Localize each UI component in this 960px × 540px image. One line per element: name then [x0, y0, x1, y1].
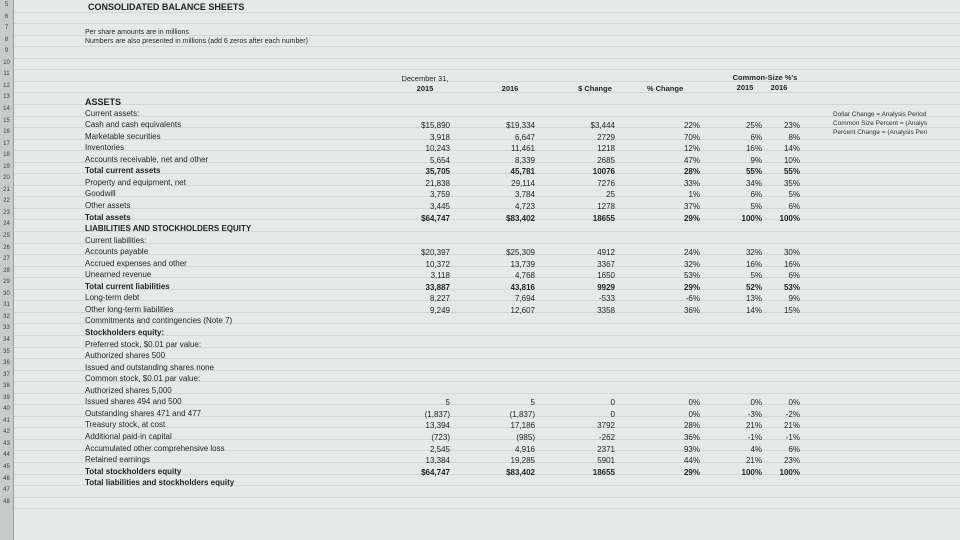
cell-cs16[interactable]: 100% — [779, 213, 800, 223]
cell-v16[interactable]: (985) — [516, 432, 535, 442]
cell-chg[interactable]: 1650 — [597, 271, 615, 281]
cell-v15[interactable]: 13,384 — [425, 456, 450, 466]
row-number[interactable]: 46 — [3, 475, 10, 482]
cell-cs16[interactable]: 6% — [788, 444, 800, 454]
row-label[interactable]: ASSETS — [85, 97, 122, 107]
row-label[interactable]: Accumulated other comprehensive loss — [85, 443, 225, 453]
cell-chg[interactable]: 2685 — [597, 155, 615, 165]
cell-chg[interactable]: 0 — [610, 409, 615, 419]
row-number[interactable]: 10 — [3, 59, 10, 66]
cell-chg[interactable]: 1218 — [597, 144, 615, 154]
cell-v15[interactable]: $64,747 — [421, 467, 450, 477]
cell-v15[interactable]: 3,445 — [429, 201, 450, 211]
cell-v16[interactable]: 7,694 — [514, 294, 535, 304]
cell-cs15[interactable]: 6% — [750, 132, 762, 142]
cell-pct[interactable]: 1% — [688, 190, 700, 200]
row-label[interactable]: Issued shares 494 and 500 — [85, 397, 182, 407]
cell-pct[interactable]: 53% — [683, 271, 700, 281]
cell-v15[interactable]: $20,397 — [421, 248, 450, 258]
row-gridline — [14, 497, 960, 498]
cell-chg[interactable]: 1278 — [597, 201, 615, 211]
row-number[interactable]: 22 — [3, 198, 10, 205]
row-number[interactable]: 30 — [3, 290, 10, 297]
row-number[interactable]: 11 — [3, 71, 10, 78]
row-label[interactable]: Accounts receivable, net and other — [85, 154, 209, 164]
row-label[interactable]: Additional paid-in capital — [85, 431, 172, 441]
cell-pct[interactable]: 12% — [683, 144, 700, 154]
cell-v15[interactable]: $15,890 — [421, 121, 450, 131]
cell-v15[interactable]: 35,705 — [425, 167, 450, 177]
cell-v15[interactable]: 33,887 — [425, 282, 450, 292]
header-cs-2015[interactable]: 2015 — [736, 83, 754, 92]
cell-cs16[interactable]: 30% — [783, 248, 800, 258]
cell-v15[interactable]: 10,372 — [425, 259, 450, 269]
cell-v16[interactable]: 4,723 — [514, 201, 535, 211]
row-gridline — [14, 508, 960, 509]
cell-v15[interactable]: 2,545 — [429, 444, 450, 454]
cell-cs16[interactable]: 14% — [783, 144, 800, 154]
row-label[interactable]: Total stockholders equity — [85, 466, 182, 476]
cell-v16[interactable]: 5 — [530, 398, 535, 408]
cell-cs15[interactable]: 9% — [750, 155, 762, 165]
row-label[interactable]: Outstanding shares 471 and 477 — [85, 408, 202, 418]
cell-chg[interactable]: -533 — [598, 294, 615, 304]
cell-chg[interactable]: 3358 — [597, 305, 615, 315]
sheet-title[interactable]: CONSOLIDATED BALANCE SHEETS — [88, 2, 245, 12]
row-number[interactable]: 43 — [3, 440, 10, 447]
row-number[interactable]: 25 — [3, 233, 10, 239]
cell-chg[interactable]: 25 — [606, 190, 615, 200]
cell-cs16[interactable]: 8% — [788, 132, 800, 142]
row-number[interactable]: 32 — [3, 313, 10, 320]
cell-chg[interactable]: 3367 — [597, 259, 615, 269]
cell-v15[interactable]: 5,654 — [429, 155, 450, 165]
row-number[interactable]: 38 — [3, 383, 10, 390]
row-number[interactable]: 9 — [4, 48, 9, 55]
row-number[interactable]: 16 — [3, 129, 10, 136]
cell-chg[interactable]: 9929 — [597, 282, 615, 292]
cell-chg[interactable]: 7276 — [597, 178, 615, 188]
cell-pct[interactable]: 28% — [683, 421, 700, 431]
cell-v15[interactable]: 3,759 — [429, 190, 450, 200]
row-number[interactable]: 39 — [3, 394, 10, 401]
cell-chg[interactable]: 0 — [610, 398, 615, 408]
cell-v15[interactable]: 8,227 — [429, 294, 450, 304]
header-common-size[interactable]: Common-Size %'s — [732, 73, 798, 82]
row-number[interactable]: 47 — [3, 487, 10, 494]
cell-chg[interactable]: 5901 — [597, 456, 615, 466]
row-gridline — [14, 23, 960, 24]
cell-v15[interactable]: 13,394 — [425, 421, 450, 431]
cell-cs15[interactable]: 13% — [745, 294, 762, 304]
header-pct-change[interactable]: % Change — [646, 84, 684, 93]
row-label[interactable]: Current liabilities: — [85, 235, 147, 245]
row-gridline — [14, 58, 960, 59]
row-gridline — [14, 116, 960, 117]
cell-chg[interactable]: 10076 — [592, 167, 615, 177]
cell-cs16[interactable]: 5% — [788, 190, 800, 200]
cell-cs15[interactable]: 0% — [750, 398, 762, 408]
cell-cs15[interactable]: 16% — [745, 144, 762, 154]
cell-v16[interactable]: $83,402 — [506, 467, 535, 477]
cell-v16[interactable]: 6,647 — [514, 132, 535, 142]
cell-cs15[interactable]: 55% — [745, 167, 762, 177]
row-number[interactable]: 18 — [3, 152, 10, 159]
row-label[interactable]: Treasury stock, at cost — [85, 420, 166, 430]
row-number[interactable]: 12 — [3, 82, 10, 89]
row-number[interactable]: 45 — [3, 464, 10, 470]
cell-cs15[interactable]: 21% — [745, 456, 762, 466]
cell-v16[interactable]: 43,816 — [510, 282, 535, 292]
cell-v15[interactable]: (1,837) — [424, 409, 450, 419]
row-number[interactable]: 34 — [3, 336, 10, 343]
cell-cs16[interactable]: -2% — [785, 409, 800, 419]
cell-v16[interactable]: 11,461 — [511, 144, 535, 154]
cell-cs16[interactable]: 16% — [783, 259, 800, 269]
cell-pct[interactable]: 32% — [683, 259, 700, 269]
cell-cs16[interactable]: 15% — [783, 305, 800, 315]
side-note-percent-change[interactable]: Percent Change = (Analysis Peri — [833, 129, 928, 136]
side-note-dollar-change[interactable]: Dollar Change = Analysis Period — [833, 111, 927, 118]
cell-chg[interactable]: 18655 — [592, 467, 615, 477]
cell-v16[interactable]: $25,309 — [506, 248, 535, 258]
row-label[interactable]: Long-term debt — [85, 293, 140, 303]
row-number[interactable]: 27 — [3, 256, 10, 263]
row-label[interactable]: Retained earnings — [85, 455, 150, 465]
cell-cs16[interactable]: 55% — [783, 167, 800, 177]
row-label[interactable]: Commitments and contingencies (Note 7) — [85, 316, 233, 326]
row-label[interactable]: Goodwill — [85, 189, 116, 199]
cell-v16[interactable]: 4,768 — [514, 271, 535, 281]
row-number[interactable]: 8 — [4, 36, 9, 43]
note-per-share[interactable]: Per share amounts are in millions — [85, 29, 189, 36]
cell-chg[interactable]: $3,444 — [590, 121, 615, 131]
cell-cs16[interactable]: 23% — [783, 121, 800, 131]
cell-chg[interactable]: 3792 — [597, 421, 615, 431]
row-label[interactable]: Property and equipment, net — [85, 177, 186, 187]
cell-chg[interactable]: 2371 — [597, 444, 615, 454]
cell-pct[interactable]: 36% — [683, 432, 700, 442]
row-gridline — [14, 69, 960, 70]
header-cs-2016[interactable]: 2016 — [770, 83, 788, 92]
cell-v16[interactable]: $83,402 — [506, 213, 535, 223]
cell-cs16[interactable]: 6% — [788, 271, 800, 281]
row-label[interactable]: Current assets: — [85, 108, 140, 118]
row-number[interactable]: 21 — [3, 186, 10, 193]
cell-cs15[interactable]: -3% — [747, 409, 762, 419]
cell-v15[interactable]: 9,249 — [429, 305, 450, 315]
cell-pct[interactable]: 24% — [683, 248, 700, 258]
header-2016[interactable]: 2016 — [501, 84, 519, 93]
row-label[interactable]: Other long-term liabilities — [85, 304, 174, 314]
row-number[interactable]: 48 — [3, 498, 10, 505]
row-number[interactable]: 17 — [3, 140, 10, 147]
cell-cs15[interactable]: 100% — [741, 213, 762, 223]
cell-pct[interactable]: 0% — [688, 409, 700, 419]
cell-cs15[interactable]: 100% — [741, 467, 762, 477]
row-label[interactable]: Marketable securities — [85, 131, 161, 141]
cell-pct[interactable]: 29% — [683, 282, 700, 292]
row-label[interactable]: LIABILITIES AND STOCKHOLDERS EQUITY — [85, 224, 252, 234]
row-number[interactable]: 5 — [4, 2, 9, 8]
row-number[interactable]: 44 — [3, 452, 10, 459]
cell-cs15[interactable]: 6% — [750, 190, 762, 200]
cell-cs15[interactable]: 5% — [750, 271, 762, 281]
cell-cs16[interactable]: 9% — [788, 294, 800, 304]
row-number[interactable]: 14 — [3, 105, 10, 112]
cell-v16[interactable]: 19,285 — [510, 456, 535, 466]
cell-v15[interactable]: $64,747 — [421, 213, 450, 223]
cell-pct[interactable]: 44% — [683, 456, 700, 466]
row-number[interactable]: 15 — [3, 117, 10, 124]
cell-chg[interactable]: 2729 — [597, 132, 615, 142]
cell-chg[interactable]: -262 — [598, 432, 615, 442]
cell-pct[interactable]: 22% — [683, 121, 700, 131]
cell-cs16[interactable]: 53% — [783, 282, 800, 292]
row-number[interactable]: 31 — [3, 302, 10, 309]
cell-v15[interactable]: (723) — [431, 432, 450, 442]
row-number[interactable]: 19 — [3, 163, 10, 170]
cell-pct[interactable]: 47% — [683, 155, 700, 165]
cell-cs16[interactable]: 10% — [783, 155, 800, 165]
row-label[interactable]: Authorized shares 5,000 — [85, 385, 172, 395]
cell-cs15[interactable]: 5% — [750, 201, 762, 211]
cell-v16[interactable]: 45,781 — [510, 167, 535, 177]
cell-v16[interactable]: (1,837) — [509, 409, 535, 419]
row-label[interactable]: Stockholders equity: — [85, 328, 165, 337]
cell-pct[interactable]: 29% — [683, 213, 700, 223]
cell-pct[interactable]: 29% — [683, 467, 700, 477]
header-2015[interactable]: 2015 — [416, 84, 434, 93]
row-label[interactable]: Inventories — [85, 143, 125, 153]
row-number[interactable]: 42 — [3, 429, 10, 436]
cell-v16[interactable]: 29,114 — [511, 178, 535, 188]
cell-cs15[interactable]: 16% — [745, 259, 762, 269]
cell-v15[interactable]: 3,918 — [429, 132, 450, 142]
row-number[interactable]: 40 — [3, 406, 10, 413]
row-number[interactable]: 33 — [3, 325, 10, 332]
cell-v16[interactable]: 13,739 — [510, 259, 535, 269]
row-number[interactable]: 23 — [3, 209, 10, 216]
cell-cs15[interactable]: 21% — [745, 421, 762, 431]
cell-cs15[interactable]: 52% — [745, 282, 762, 292]
row-label[interactable]: Total liabilities and stockholders equity — [85, 478, 235, 488]
header-december[interactable]: December 31, — [401, 74, 449, 83]
row-number[interactable]: 29 — [3, 279, 10, 286]
cell-cs15[interactable]: -1% — [747, 432, 762, 442]
cell-v16[interactable]: 12,607 — [510, 305, 535, 315]
side-note-common-size[interactable]: Common Size Percent = (Analys — [833, 120, 928, 127]
row-number[interactable]: 24 — [3, 221, 10, 228]
cell-pct[interactable]: 70% — [683, 132, 700, 142]
row-label[interactable]: Total assets — [85, 212, 131, 222]
cell-pct[interactable]: 28% — [683, 167, 700, 177]
row-label[interactable]: Cash and cash equivalents — [85, 120, 182, 130]
cell-v15[interactable]: 21,838 — [425, 178, 450, 188]
row-gridline — [14, 104, 960, 105]
cell-pct[interactable]: -6% — [685, 294, 700, 304]
row-number[interactable]: 13 — [3, 94, 10, 101]
row-number[interactable]: 36 — [3, 360, 10, 367]
cell-pct[interactable]: 93% — [683, 444, 700, 454]
cell-cs16[interactable]: 35% — [783, 178, 800, 188]
row-label[interactable]: Total current liabilities — [85, 281, 170, 291]
cell-cs16[interactable]: 100% — [779, 467, 800, 477]
row-label[interactable]: Issued and outstanding shares none — [85, 362, 214, 372]
cell-chg[interactable]: 4912 — [597, 248, 615, 258]
row-number[interactable]: 20 — [3, 175, 10, 182]
cell-cs15[interactable]: 4% — [750, 444, 762, 454]
cell-cs16[interactable]: 6% — [788, 201, 800, 211]
header-dollar-change[interactable]: $ Change — [578, 84, 612, 93]
cell-v15[interactable]: 5 — [445, 398, 450, 408]
row-number[interactable]: 35 — [3, 348, 10, 355]
cell-v15[interactable]: 10,243 — [425, 144, 450, 154]
cell-v16[interactable]: 4,916 — [514, 444, 535, 454]
row-label[interactable]: Accrued expenses and other — [85, 258, 187, 268]
cell-pct[interactable]: 0% — [688, 398, 700, 408]
row-number[interactable]: 26 — [3, 244, 10, 251]
cell-v16[interactable]: $19,334 — [506, 121, 535, 131]
cell-pct[interactable]: 36% — [683, 305, 700, 315]
cell-v15[interactable]: 3,118 — [430, 271, 450, 281]
cell-cs16[interactable]: 21% — [783, 421, 800, 431]
cell-chg[interactable]: 18655 — [592, 213, 615, 223]
cell-v16[interactable]: 3,784 — [514, 190, 535, 200]
row-label[interactable]: Other assets — [85, 200, 131, 210]
row-label[interactable]: Accounts payable — [85, 247, 149, 257]
cell-cs15[interactable]: 34% — [745, 178, 762, 188]
row-number[interactable]: 6 — [4, 13, 9, 20]
row-label[interactable]: Authorized shares 500 — [85, 351, 166, 361]
cell-cs15[interactable]: 25% — [745, 121, 762, 131]
cell-v16[interactable]: 17,186 — [510, 421, 535, 431]
cell-cs16[interactable]: 23% — [783, 456, 800, 466]
cell-pct[interactable]: 33% — [683, 178, 700, 188]
cell-cs16[interactable]: 0% — [788, 398, 800, 408]
cell-cs15[interactable]: 32% — [745, 248, 762, 258]
row-number[interactable]: 37 — [3, 371, 10, 378]
note-millions[interactable]: Numbers are also presented in millions (add 6 zeros after each number) — [85, 38, 308, 45]
row-label[interactable]: Total current assets — [85, 166, 161, 176]
row-label[interactable]: Unearned revenue — [85, 270, 152, 280]
row-number[interactable]: 7 — [4, 25, 9, 32]
cell-cs15[interactable]: 14% — [745, 305, 762, 315]
row-number[interactable]: 28 — [3, 267, 10, 274]
row-label[interactable]: Common stock, $0.01 par value: — [85, 374, 201, 384]
row-gridline — [14, 243, 960, 244]
cell-cs16[interactable]: -1% — [785, 432, 800, 442]
cell-pct[interactable]: 37% — [683, 201, 700, 211]
row-number[interactable]: 41 — [3, 417, 10, 424]
cell-v16[interactable]: 8,339 — [514, 155, 535, 165]
row-label[interactable]: Preferred stock, $0.01 par value: — [85, 339, 202, 349]
